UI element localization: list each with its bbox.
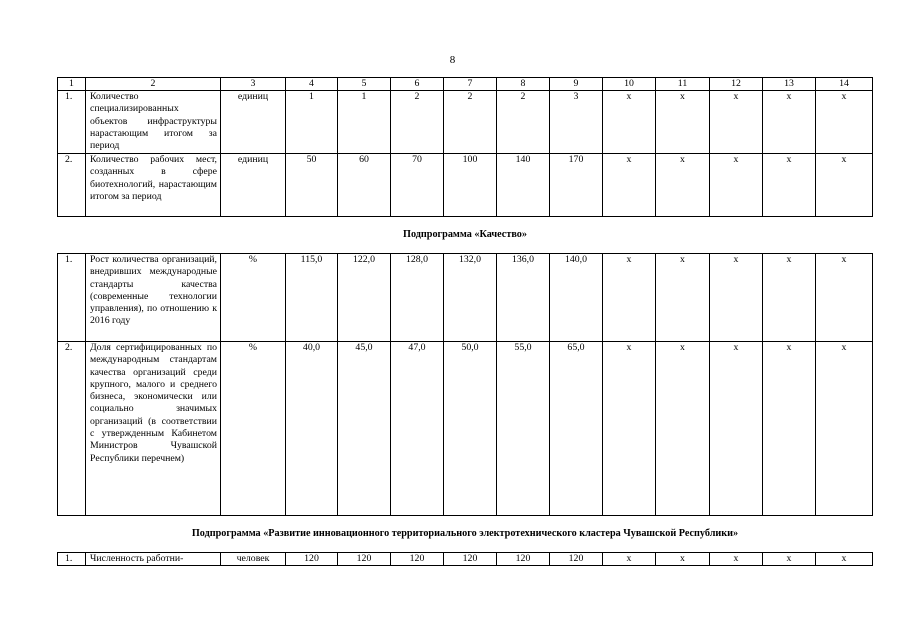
value-cell: x (763, 154, 816, 217)
value-cell: 2 (497, 91, 550, 154)
unit-cell: % (221, 342, 286, 516)
value-cell: 115,0 (286, 254, 338, 342)
header-cell: 12 (710, 78, 763, 91)
table-row (58, 91, 873, 154)
value-cell: x (603, 91, 656, 154)
value-cell: 120 (286, 553, 338, 566)
value-cell: x (710, 342, 763, 516)
header-cell: 13 (763, 78, 816, 91)
value-cell: x (816, 553, 873, 566)
value-cell: 122,0 (338, 254, 391, 342)
value-cell: x (656, 553, 710, 566)
value-cell: 50 (286, 154, 338, 217)
header-row (58, 78, 873, 91)
value-cell: 70 (391, 154, 444, 217)
header-cell: 9 (550, 78, 603, 91)
header-cell: 14 (816, 78, 873, 91)
value-cell: 170 (550, 154, 603, 217)
value-cell: x (710, 254, 763, 342)
value-cell: 45,0 (338, 342, 391, 516)
value-cell: 100 (444, 154, 497, 217)
value-cell: 140 (497, 154, 550, 217)
indicator-name: Рост количества организаций, внедривших международные стандарты качества (современные технологии управления), по отношению к 2016 году (86, 254, 221, 342)
unit-cell: единиц (221, 91, 286, 154)
value-cell: 47,0 (391, 342, 444, 516)
header-cell: 6 (391, 78, 444, 91)
value-cell: 120 (444, 553, 497, 566)
value-cell: 2 (391, 91, 444, 154)
row-number: 1. (58, 553, 86, 566)
row-number: 2. (58, 154, 86, 217)
value-cell: x (763, 254, 816, 342)
value-cell: 2 (444, 91, 497, 154)
header-cell: 10 (603, 78, 656, 91)
unit-cell: человек (221, 553, 286, 566)
indicator-name: Доля сертифицированных по международным стандартам качества организаций среди крупного, малого и среднего бизнеса, экономически или социально значимых организаций (в соответствии с утвержденным Кабинетом Министров Чувашской Республики перечнем) (86, 342, 221, 516)
value-cell: 50,0 (444, 342, 497, 516)
value-cell: 120 (338, 553, 391, 566)
value-cell: x (710, 553, 763, 566)
value-cell: 40,0 (286, 342, 338, 516)
value-cell: x (816, 154, 873, 217)
row-number: 1. (58, 91, 86, 154)
unit-cell: % (221, 254, 286, 342)
page-number: 8 (449, 54, 456, 66)
header-cell: 7 (444, 78, 497, 91)
section-row-cluster (58, 516, 873, 553)
value-cell: x (763, 553, 816, 566)
value-cell: x (603, 154, 656, 217)
value-cell: x (656, 342, 710, 516)
value-cell: x (656, 254, 710, 342)
section-row-quality (58, 217, 873, 254)
value-cell: 1 (286, 91, 338, 154)
value-cell: 136,0 (497, 254, 550, 342)
table-row (58, 342, 873, 516)
indicator-name: Численность работни- (86, 553, 221, 566)
value-cell: 140,0 (550, 254, 603, 342)
header-cell: 4 (286, 78, 338, 91)
header-cell: 1 (58, 78, 86, 91)
row-number: 2. (58, 342, 86, 516)
header-cell: 5 (338, 78, 391, 91)
table-row (58, 254, 873, 342)
value-cell: 120 (497, 553, 550, 566)
value-cell: x (816, 254, 873, 342)
header-cell: 8 (497, 78, 550, 91)
value-cell: 3 (550, 91, 603, 154)
indicators-table (57, 77, 873, 566)
value-cell: x (763, 342, 816, 516)
indicator-name: Количество специализированных объектов инфраструктуры нарастающим итогом за период (86, 91, 221, 154)
value-cell: x (656, 154, 710, 217)
value-cell: 55,0 (497, 342, 550, 516)
value-cell: 120 (391, 553, 444, 566)
value-cell: 1 (338, 91, 391, 154)
indicator-name: Количество рабочих мест, созданных в сфере биотехнологий, нарастающим итогом за период (86, 154, 221, 217)
value-cell: x (816, 342, 873, 516)
row-number: 1. (58, 254, 86, 342)
value-cell: x (710, 154, 763, 217)
section-title: Подпрограмма «Развитие инновационного территориального электротехнического кластера Чувашской Республики» (58, 516, 873, 553)
unit-cell: единиц (221, 154, 286, 217)
value-cell: x (603, 553, 656, 566)
table-row (58, 154, 873, 217)
value-cell: 128,0 (391, 254, 444, 342)
value-cell: 65,0 (550, 342, 603, 516)
value-cell: 132,0 (444, 254, 497, 342)
header-cell: 3 (221, 78, 286, 91)
value-cell: x (656, 91, 710, 154)
header-cell: 11 (656, 78, 710, 91)
value-cell: 60 (338, 154, 391, 217)
value-cell: x (816, 91, 873, 154)
value-cell: 120 (550, 553, 603, 566)
section-title: Подпрограмма «Качество» (58, 217, 873, 254)
value-cell: x (603, 342, 656, 516)
value-cell: x (603, 254, 656, 342)
header-cell: 2 (86, 78, 221, 91)
value-cell: x (710, 91, 763, 154)
table-row (58, 553, 873, 566)
value-cell: x (763, 91, 816, 154)
